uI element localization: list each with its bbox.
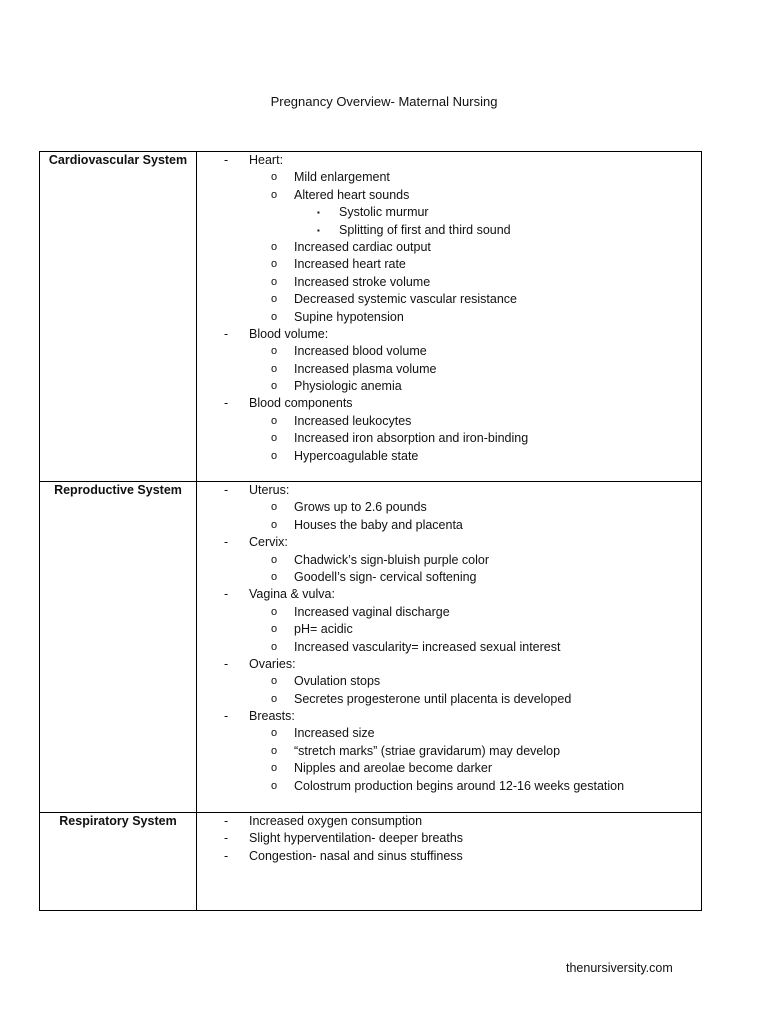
bullet-marker-icon: - [224,848,229,863]
list-item-text: Mild enlargement [294,170,390,185]
list-item [197,621,701,638]
system-label: Cardiovascular System [40,152,197,482]
list-item-text: “stretch marks” (striae gravidarum) may develop [294,743,561,758]
list-item [197,326,701,343]
list-item [197,413,701,430]
list-item-text: Vagina & vulva: [249,587,335,602]
footer-site-name: thenursiversity.com [566,961,673,975]
list-item [197,430,701,447]
list-item-text: Increased vascularity= increased sexual interest [294,639,561,654]
list-item [197,569,701,586]
bullet-list [197,482,701,795]
system-label: Respiratory System [40,813,197,911]
list-item [197,639,701,656]
list-item [197,448,701,465]
bullet-marker-icon: o [271,258,278,271]
list-item [197,848,701,865]
bullet-marker-icon: o [271,518,278,531]
list-item [197,725,701,742]
list-item-text: Increased blood volume [294,344,427,359]
bullet-marker-icon: - [224,483,229,497]
list-item-text: Chadwick’s sign-bluish purple color [294,552,490,567]
bullet-marker-icon: o [271,605,278,618]
bullet-marker-icon: o [271,779,278,792]
bullet-marker-icon: o [271,570,278,583]
bullet-marker-icon: o [271,345,278,358]
bullet-marker-icon: o [271,275,278,288]
bullet-marker-icon: - [224,831,229,846]
bullet-marker-icon: - [224,587,229,602]
list-item-text: Increased iron absorption and iron-binding [294,431,529,446]
bullet-marker-icon: - [224,656,229,671]
list-item-text: Increased vaginal discharge [294,604,450,619]
list-item-text: Increased cardiac output [294,239,431,254]
bullet-marker-icon: o [271,188,278,201]
list-item [197,499,701,516]
bullet-marker-icon: - [224,153,229,167]
list-item-text: Increased heart rate [294,257,406,272]
system-items-cell [197,482,702,813]
list-item [197,534,701,551]
list-item [197,361,701,378]
list-item [197,517,701,534]
list-item-text: Increased stroke volume [294,274,431,289]
bullet-marker-icon: o [271,744,278,757]
list-item-text: Decreased systemic vascular resistance [294,292,517,307]
bullet-marker-icon: - [224,814,229,828]
list-item [197,673,701,690]
list-item-text: Splitting of first and third sound [339,222,511,237]
list-item [197,274,701,291]
list-item [197,760,701,777]
bullet-marker-icon: o [271,501,278,514]
list-item [197,152,701,169]
bullet-marker-icon: o [271,675,278,688]
list-item [197,256,701,273]
list-item-text: Secretes progesterone until placenta is developed [294,691,572,706]
bullet-marker-icon: o [271,362,278,375]
list-item [197,343,701,360]
list-item-text: Congestion- nasal and sinus stuffiness [249,848,463,863]
bullet-marker-icon: o [271,553,278,566]
bullet-marker-icon: o [271,727,278,740]
list-item [197,222,701,239]
bullet-marker-icon: - [224,326,229,341]
bullet-marker-icon: o [271,692,278,705]
list-item [197,778,701,795]
list-item [197,395,701,412]
list-item [197,552,701,569]
list-item-text: Supine hypotension [294,309,404,324]
list-item [197,187,701,204]
list-item [197,743,701,760]
bullet-marker-icon: ▪ [317,225,320,235]
list-item-text: Hypercoagulable state [294,448,419,463]
list-item-text: Nipples and areolae become darker [294,761,493,776]
bullet-marker-icon: o [271,449,278,462]
bullet-marker-icon: o [271,640,278,653]
list-item [197,378,701,395]
systems-table [39,151,702,911]
list-item-text: pH= acidic [294,622,353,637]
list-item-text: Slight hyperventilation- deeper breaths [249,831,464,846]
list-item-text: Increased size [294,726,375,741]
list-item-text: Systolic murmur [339,205,429,220]
list-item [197,291,701,308]
systems-table-body [40,152,702,911]
bullet-marker-icon: o [271,380,278,393]
list-item-text: Heart: [249,153,284,167]
list-item-text: Colostrum production begins around 12-16 weeks gestation [294,778,625,793]
list-item-text: Houses the baby and placenta [294,517,463,532]
list-item-text: Increased oxygen consumption [249,814,423,828]
bullet-marker-icon: o [271,310,278,323]
list-item [197,239,701,256]
list-item-text: Ovulation stops [294,674,381,689]
list-item-text: Increased plasma volume [294,361,437,376]
list-item-text: Breasts: [249,709,295,724]
list-item-text: Ovaries: [249,656,296,671]
system-row [40,813,702,911]
list-item [197,482,701,499]
bullet-list [197,152,701,465]
page-title: Pregnancy Overview- Maternal Nursing [270,94,498,109]
bullet-marker-icon: o [271,414,278,427]
list-item [197,691,701,708]
list-item [197,169,701,186]
bullet-marker-icon: ▪ [317,208,320,218]
system-items-cell [197,152,702,482]
list-item [197,204,701,221]
list-item-text: Blood volume: [249,326,329,341]
list-item-text: Goodell’s sign- cervical softening [294,569,477,584]
system-row [40,152,702,482]
list-item-text: Altered heart sounds [294,187,410,202]
list-item-text: Uterus: [249,483,290,497]
list-item [197,309,701,326]
list-item [197,656,701,673]
bullet-marker-icon: o [271,623,278,636]
list-item [197,813,701,830]
bullet-marker-icon: o [271,293,278,306]
bullet-marker-icon: - [224,396,229,411]
list-item [197,830,701,847]
list-item-text: Blood components [249,396,353,411]
list-item-text: Increased leukocytes [294,413,412,428]
bullet-marker-icon: o [271,762,278,775]
list-item-text: Grows up to 2.6 pounds [294,500,427,515]
system-label: Reproductive System [40,482,197,813]
bullet-list [197,813,701,865]
system-row [40,482,702,813]
list-item [197,604,701,621]
bullet-marker-icon: - [224,709,229,724]
bullet-marker-icon: o [271,171,278,184]
bullet-marker-icon: o [271,240,278,253]
list-item [197,708,701,725]
bullet-marker-icon: - [224,535,229,550]
list-item [197,586,701,603]
list-item-text: Cervix: [249,535,288,550]
list-item-text: Physiologic anemia [294,379,402,394]
system-items-cell [197,813,702,911]
bullet-marker-icon: o [271,432,278,445]
